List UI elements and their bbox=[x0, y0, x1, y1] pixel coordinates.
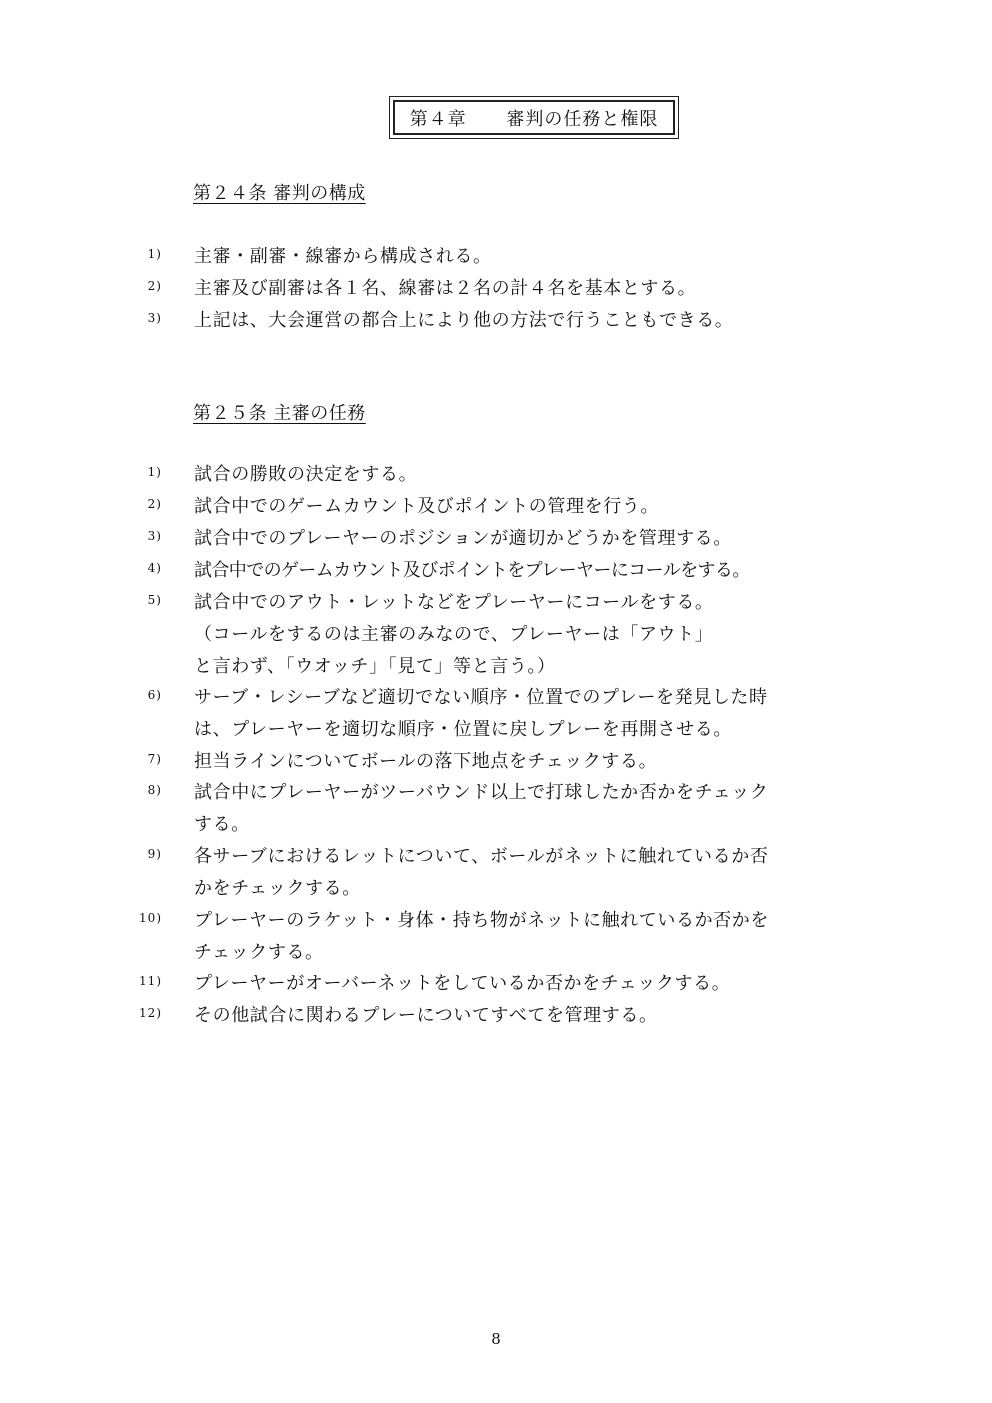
item-text: プレーヤーがオーバーネットをしているか否かをチェックする。 bbox=[194, 973, 731, 994]
page-number: 8 bbox=[491, 1330, 501, 1348]
item-number: 9) bbox=[147, 847, 162, 861]
item-text: 主審・副審・線審から構成される。 bbox=[194, 246, 492, 267]
item-text: サーブ・レシーブなど適切でない順序・位置でのプレーを発見した時 bbox=[194, 687, 768, 708]
item-text: プレーヤーのラケット・身体・持ち物がネットに触れているか否かを bbox=[194, 910, 769, 931]
item-text: その他試合に関わるプレーについてすべてを管理する。 bbox=[194, 1005, 658, 1026]
chapter-title-box bbox=[389, 96, 679, 139]
item-continuation: チェックする。 bbox=[194, 942, 324, 963]
item-text: 試合中でのゲームカウント及びポイントをプレーヤーにコールをする。 bbox=[194, 560, 750, 581]
item-number: 6) bbox=[147, 688, 162, 702]
item-text: 各サーブにおけるレットについて、ボールがネットに触れているか否 bbox=[194, 846, 769, 867]
item-continuation: と言わず、「ウオッチ」「見て」等と言う。） bbox=[194, 656, 556, 677]
item-text: 試合中にプレーヤーがツーバウンド以上で打球したか否かをチェック bbox=[194, 782, 769, 803]
item-number: 10) bbox=[139, 911, 162, 925]
item-number: 4) bbox=[147, 561, 162, 575]
article-24-heading: 第２４条 審判の構成 bbox=[193, 183, 366, 204]
item-number: 2) bbox=[147, 279, 162, 293]
item-number: 1) bbox=[147, 247, 162, 261]
item-number: 8) bbox=[147, 783, 162, 797]
item-text: 上記は、大会運営の都合上により他の方法で行うこともできる。 bbox=[194, 310, 734, 331]
item-text: 試合中でのアウト・レットなどをプレーヤーにコールをする。 bbox=[194, 592, 714, 613]
item-number: 1) bbox=[147, 465, 162, 479]
item-number: 2) bbox=[147, 497, 162, 511]
item-number: 3) bbox=[147, 529, 162, 543]
chapter-title: 第４章 審判の任務と権限 bbox=[409, 108, 659, 130]
item-continuation: する。 bbox=[194, 814, 250, 835]
item-text: 試合中でのプレーヤーのポジションが適切かどうかを管理する。 bbox=[194, 528, 732, 549]
item-continuation: かをチェックする。 bbox=[194, 878, 361, 899]
item-text: 主審及び副審は各１名、線審は２名の計４名を基本とする。 bbox=[194, 278, 697, 299]
item-continuation: は、プレーヤーを適切な順序・位置に戻しプレーを再開させる。 bbox=[194, 719, 732, 740]
item-number: 7) bbox=[147, 752, 162, 766]
item-text: 試合中でのゲームカウント及びポイントの管理を行う。 bbox=[194, 496, 659, 517]
item-number: 12) bbox=[139, 1006, 162, 1020]
item-continuation: （コールをするのは主審のみなので、プレーヤーは「アウト」 bbox=[194, 624, 714, 645]
item-text: 担当ラインについてボールの落下地点をチェックする。 bbox=[194, 751, 658, 772]
article-25-heading: 第２５条 主審の任務 bbox=[193, 403, 366, 424]
item-number: 3) bbox=[147, 311, 162, 325]
item-number: 5) bbox=[147, 593, 162, 607]
item-text: 試合の勝敗の決定をする。 bbox=[194, 464, 418, 485]
item-number: 11) bbox=[139, 974, 162, 988]
